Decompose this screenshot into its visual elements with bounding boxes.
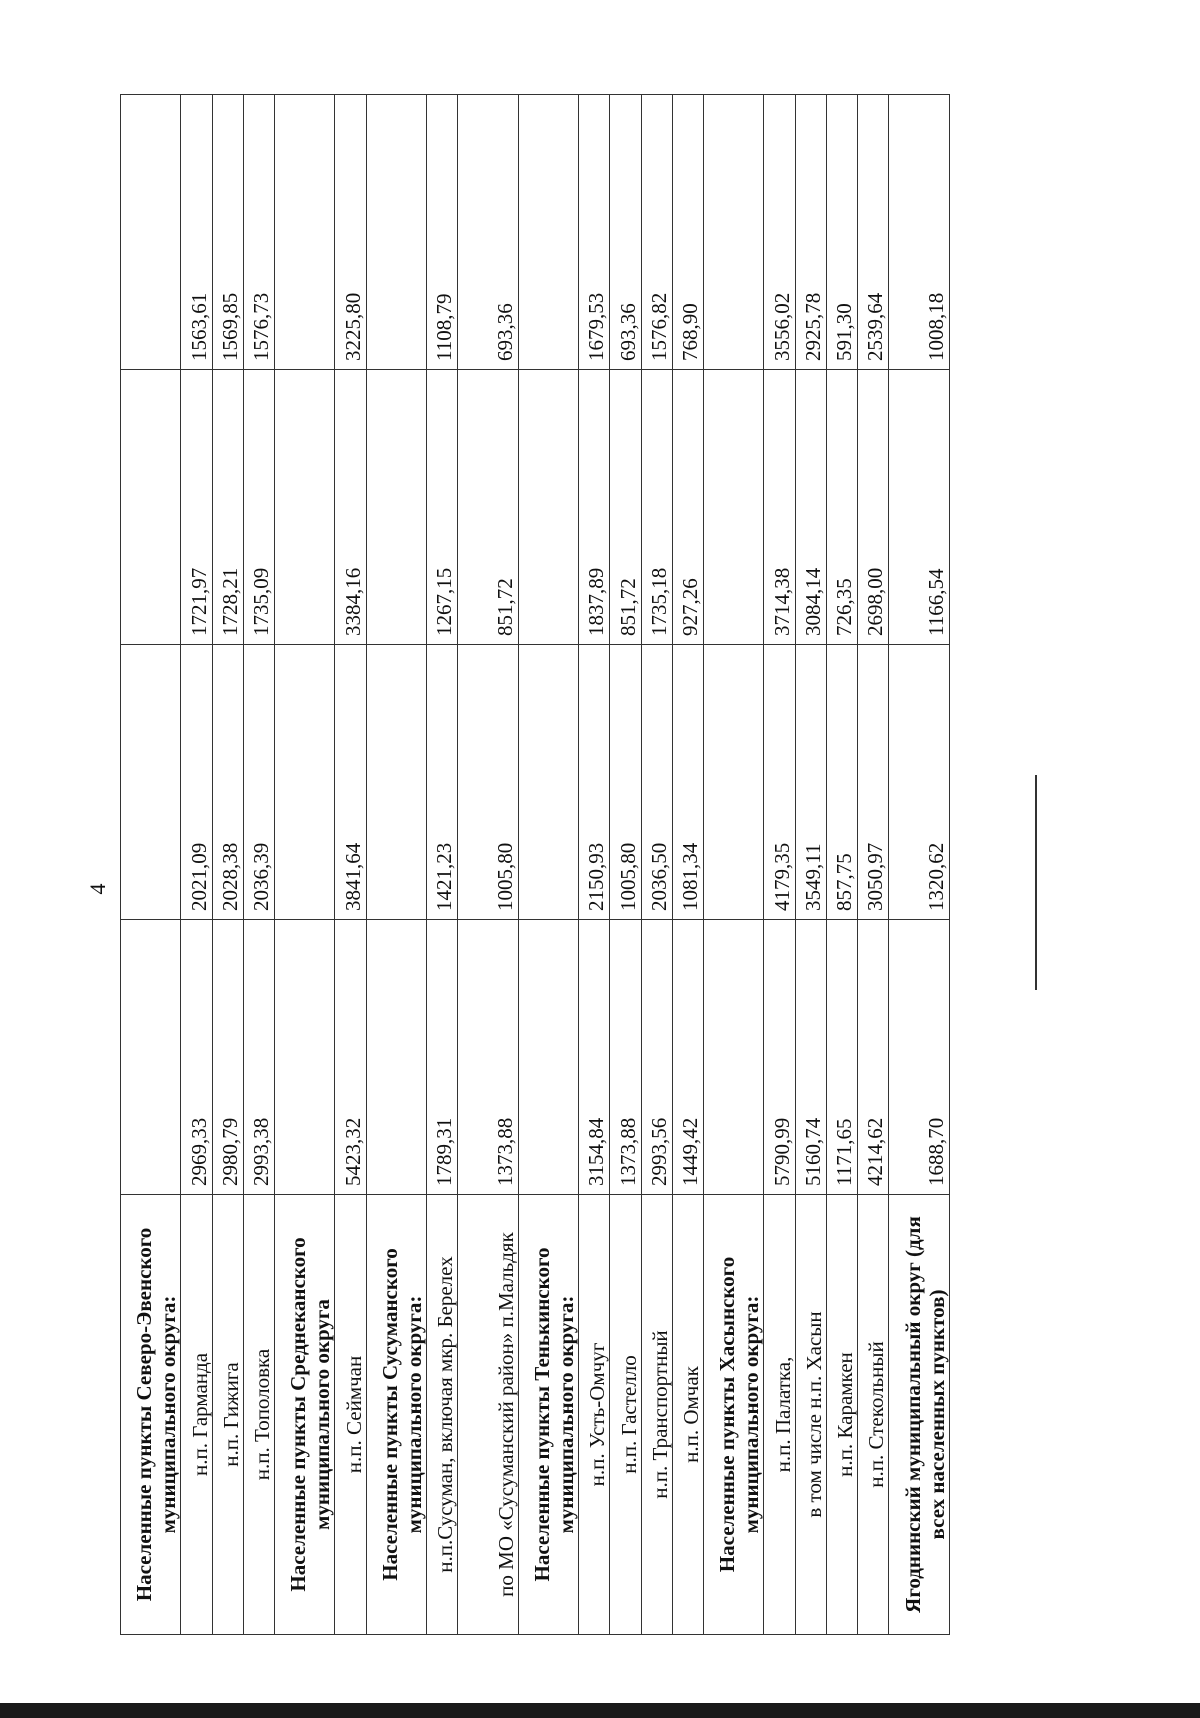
value-cell: 1267,15 <box>427 370 458 645</box>
value-cell <box>366 645 426 920</box>
settlement-name: Ягоднинский муниципальный округ (для всех населенных пунктов) <box>889 1195 950 1635</box>
value-cell: 4214,62 <box>858 920 889 1195</box>
value-cell: 2969,33 <box>181 920 212 1195</box>
value-cell <box>704 645 764 920</box>
value-cell: 2036,50 <box>641 645 672 920</box>
value-cell: 1166,54 <box>889 370 950 645</box>
value-cell: 591,30 <box>826 95 857 370</box>
value-cell: 2150,93 <box>579 645 610 920</box>
table-row <box>579 95 610 1635</box>
settlement-name: н.п. Карамкен <box>826 1195 857 1635</box>
value-cell: 3549,11 <box>795 645 826 920</box>
value-cell: 3841,64 <box>335 645 366 920</box>
value-cell: 2980,79 <box>212 920 243 1195</box>
table-row <box>212 95 243 1635</box>
value-cell: 1576,82 <box>641 95 672 370</box>
settlement-name: н.п. Гижига <box>212 1195 243 1635</box>
value-cell: 693,36 <box>610 95 641 370</box>
group-row <box>121 95 181 1635</box>
value-cell: 1563,61 <box>181 95 212 370</box>
value-cell: 927,26 <box>672 370 703 645</box>
settlement-name: Населенные пункты Среднеканского муниципального округа <box>275 1195 335 1635</box>
rotated-table-container <box>120 95 950 1635</box>
value-cell: 5790,99 <box>764 920 795 1195</box>
value-cell: 1005,80 <box>458 645 518 920</box>
page-number: 4 <box>85 883 110 895</box>
value-cell <box>518 920 578 1195</box>
value-cell <box>704 370 764 645</box>
settlement-name: н.п. Гастелло <box>610 1195 641 1635</box>
settlement-name: по МО «Сусуманский район» п.Мальдяк <box>458 1195 518 1635</box>
rates-table <box>120 94 950 1635</box>
value-cell: 857,75 <box>826 645 857 920</box>
settlement-name: Населенные пункты Сусуманского муниципального округа: <box>366 1195 426 1635</box>
group-row <box>889 95 950 1635</box>
table-row <box>672 95 703 1635</box>
group-row <box>366 95 426 1635</box>
table-row <box>427 95 458 1635</box>
value-cell: 3225,80 <box>335 95 366 370</box>
value-cell: 2539,64 <box>858 95 889 370</box>
value-cell: 3050,97 <box>858 645 889 920</box>
value-cell: 1688,70 <box>889 920 950 1195</box>
table-row <box>610 95 641 1635</box>
value-cell <box>121 370 181 645</box>
table-row <box>826 95 857 1635</box>
value-cell: 2028,38 <box>212 645 243 920</box>
settlement-name: в том числе н.п. Хасын <box>795 1195 826 1635</box>
settlement-name: Населенные пункты Хасынского муниципального округа: <box>704 1195 764 1635</box>
value-cell <box>518 370 578 645</box>
value-cell <box>121 95 181 370</box>
value-cell: 1679,53 <box>579 95 610 370</box>
value-cell <box>518 95 578 370</box>
value-cell: 2036,39 <box>243 645 274 920</box>
value-cell: 3384,16 <box>335 370 366 645</box>
value-cell: 1081,34 <box>672 645 703 920</box>
value-cell: 5423,32 <box>335 920 366 1195</box>
value-cell: 1576,73 <box>243 95 274 370</box>
settlement-name: Населенные пункты Тенькинского муниципального округа: <box>518 1195 578 1635</box>
value-cell: 1449,42 <box>672 920 703 1195</box>
separator-line <box>1035 775 1037 990</box>
settlement-name: н.п. Усть-Омчуг <box>579 1195 610 1635</box>
value-cell: 3556,02 <box>764 95 795 370</box>
value-cell: 1008,18 <box>889 95 950 370</box>
settlement-name: н.п.Сусуман, включая мкр. Берелех <box>427 1195 458 1635</box>
value-cell: 1171,65 <box>826 920 857 1195</box>
settlement-name: н.п. Стекольный <box>858 1195 889 1635</box>
table-row <box>764 95 795 1635</box>
value-cell <box>518 645 578 920</box>
value-cell <box>366 920 426 1195</box>
value-cell: 3084,14 <box>795 370 826 645</box>
value-cell: 3714,38 <box>764 370 795 645</box>
settlement-name: н.п. Омчак <box>672 1195 703 1635</box>
value-cell <box>275 920 335 1195</box>
table-row <box>858 95 889 1635</box>
value-cell: 851,72 <box>458 370 518 645</box>
value-cell: 851,72 <box>610 370 641 645</box>
value-cell: 693,36 <box>458 95 518 370</box>
value-cell: 1837,89 <box>579 370 610 645</box>
value-cell <box>275 370 335 645</box>
value-cell: 4179,35 <box>764 645 795 920</box>
value-cell: 2925,78 <box>795 95 826 370</box>
value-cell <box>121 645 181 920</box>
value-cell: 768,90 <box>672 95 703 370</box>
value-cell: 1789,31 <box>427 920 458 1195</box>
value-cell: 3154,84 <box>579 920 610 1195</box>
settlement-name: н.п. Палатка, <box>764 1195 795 1635</box>
value-cell: 1735,09 <box>243 370 274 645</box>
value-cell: 1320,62 <box>889 645 950 920</box>
settlement-name: н.п. Тополовка <box>243 1195 274 1635</box>
value-cell: 1569,85 <box>212 95 243 370</box>
value-cell: 1108,79 <box>427 95 458 370</box>
value-cell <box>275 95 335 370</box>
value-cell: 2021,09 <box>181 645 212 920</box>
table-row <box>641 95 672 1635</box>
value-cell: 1373,88 <box>610 920 641 1195</box>
table-row <box>181 95 212 1635</box>
value-cell: 1421,23 <box>427 645 458 920</box>
settlement-name: н.п. Транспортный <box>641 1195 672 1635</box>
value-cell: 1721,97 <box>181 370 212 645</box>
group-row <box>704 95 764 1635</box>
value-cell: 2993,38 <box>243 920 274 1195</box>
value-cell <box>366 95 426 370</box>
value-cell: 5160,74 <box>795 920 826 1195</box>
value-cell: 2698,00 <box>858 370 889 645</box>
table-row <box>335 95 366 1635</box>
value-cell: 726,35 <box>826 370 857 645</box>
value-cell: 1735,18 <box>641 370 672 645</box>
group-row <box>518 95 578 1635</box>
value-cell: 1005,80 <box>610 645 641 920</box>
scan-bottom-edge <box>0 1703 1200 1718</box>
value-cell: 1728,21 <box>212 370 243 645</box>
value-cell <box>366 370 426 645</box>
group-row <box>275 95 335 1635</box>
table-row <box>458 95 518 1635</box>
value-cell <box>704 920 764 1195</box>
table-row <box>795 95 826 1635</box>
table-row <box>243 95 274 1635</box>
value-cell <box>275 645 335 920</box>
settlement-name: н.п. Гарманда <box>181 1195 212 1635</box>
value-cell <box>121 920 181 1195</box>
value-cell: 1373,88 <box>458 920 518 1195</box>
settlement-name: Населенные пункты Северо-Эвенского муниципального округа: <box>121 1195 181 1635</box>
value-cell: 2993,56 <box>641 920 672 1195</box>
value-cell <box>704 95 764 370</box>
settlement-name: н.п. Сеймчан <box>335 1195 366 1635</box>
